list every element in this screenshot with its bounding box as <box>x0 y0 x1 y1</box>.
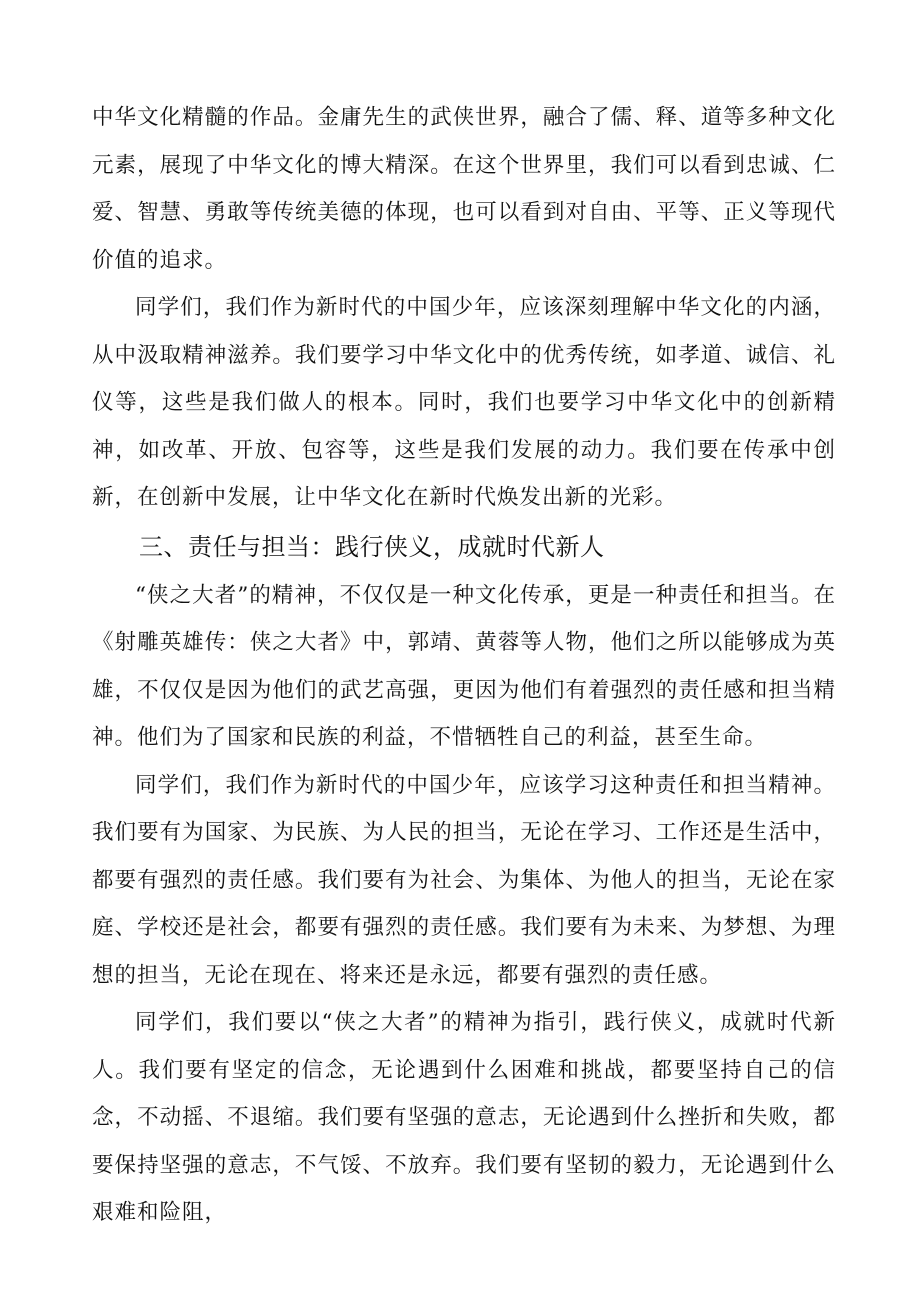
paragraph-continuation: 中华文化精髓的作品。金庸先生的武侠世界，融合了儒、释、道等多种文化元素，展现了中华文化的博大精深。在这个世界里，我们可以看到忠诚、仁爱、智慧、勇敢等传统美德的体现，也可以看到对自由、平等、正义等现代价值的追求。 <box>92 105 836 273</box>
section-heading: 三、责任与担当：践行侠义，成就时代新人 <box>139 532 605 561</box>
paragraph-practice-chivalry: 同学们，我们要以“侠之大者”的精神为指引，践行侠义，成就时代新人。我们要有坚定的信念，无论遇到什么困难和挑战，都要坚持自己的信念，不动摇、不退缩。我们要有坚强的意志，无论遇到什么挫折和失败，都要保持坚强的意志，不气馁、不放弃。我们要有坚韧的毅力，无论遇到什么艰难和险阻， <box>92 1010 836 1225</box>
document-body <box>92 94 836 1237</box>
paragraph-culture-understanding: 同学们，我们作为新时代的中国少年，应该深刻理解中华文化的内涵，从中汲取精神滋养。我们要学习中华文化中的优秀传统，如孝道、诚信、礼仪等，这些是我们做人的根本。同时，我们也要学习中华文化中的创新精神，如改革、开放、包容等，这些是我们发展的动力。我们要在传承中创新，在创新中发展，让中华文化在新时代焕发出新的光彩。 <box>92 295 836 510</box>
paragraph-responsibility-intro: “侠之大者”的精神，不仅仅是一种文化传承，更是一种责任和担当。在《射雕英雄传：侠之大者》中，郭靖、黄蓉等人物，他们之所以能够成为英雄，不仅仅是因为他们的武艺高强，更因为他们有着强烈的责任感和担当精神。他们为了国家和民族的利益，不惜牺牲自己的利益，甚至生命。 <box>92 582 836 750</box>
paragraph-responsibility-duty: 同学们，我们作为新时代的中国少年，应该学习这种责任和担当精神。我们要有为国家、为民族、为人民的担当，无论在学习、工作还是生活中，都要有强烈的责任感。我们要有为社会、为集体、为他人的担当，无论在家庭、学校还是社会，都要有强烈的责任感。我们要有为未来、为梦想、为理想的担当，无论在现在、将来还是永远，都要有强烈的责任感。 <box>92 772 836 988</box>
